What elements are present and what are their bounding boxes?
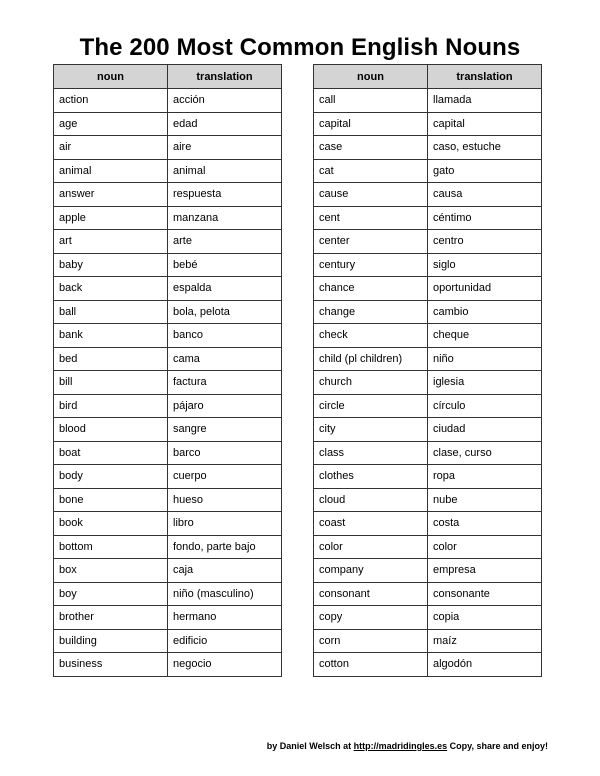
noun-cell: answer <box>54 183 168 207</box>
table-row <box>314 89 542 113</box>
noun-cell: blood <box>54 418 168 442</box>
noun-cell: apple <box>54 206 168 230</box>
noun-cell: city <box>314 418 428 442</box>
noun-cell: cause <box>314 183 428 207</box>
noun-cell: color <box>314 535 428 559</box>
table-row <box>314 112 542 136</box>
translation-cell: cambio <box>428 300 542 324</box>
noun-cell: change <box>314 300 428 324</box>
table-row <box>54 230 282 254</box>
table-row <box>314 300 542 324</box>
noun-cell: capital <box>314 112 428 136</box>
noun-cell: chance <box>314 277 428 301</box>
table-row <box>54 253 282 277</box>
noun-cell: air <box>54 136 168 160</box>
table-row <box>314 253 542 277</box>
noun-cell: circle <box>314 394 428 418</box>
noun-cell: century <box>314 253 428 277</box>
translation-cell: fondo, parte bajo <box>168 535 282 559</box>
translation-cell: color <box>428 535 542 559</box>
table-row <box>54 324 282 348</box>
translation-cell: animal <box>168 159 282 183</box>
translation-cell: ropa <box>428 465 542 489</box>
noun-cell: bed <box>54 347 168 371</box>
noun-cell: cent <box>314 206 428 230</box>
table-row <box>54 89 282 113</box>
noun-cell: ball <box>54 300 168 324</box>
noun-cell: coast <box>314 512 428 536</box>
noun-cell: case <box>314 136 428 160</box>
table-row <box>54 347 282 371</box>
table-row <box>54 394 282 418</box>
translation-cell: empresa <box>428 559 542 583</box>
translation-cell: negocio <box>168 653 282 677</box>
vocabulary-table-left <box>53 64 282 677</box>
table-row <box>54 606 282 630</box>
noun-cell: check <box>314 324 428 348</box>
table-row <box>54 441 282 465</box>
translation-cell: niño <box>428 347 542 371</box>
translation-cell: arte <box>168 230 282 254</box>
translation-cell: caja <box>168 559 282 583</box>
noun-cell: age <box>54 112 168 136</box>
table-row <box>314 465 542 489</box>
noun-cell: animal <box>54 159 168 183</box>
noun-cell: cat <box>314 159 428 183</box>
translation-cell: capital <box>428 112 542 136</box>
noun-cell: center <box>314 230 428 254</box>
table-row <box>54 559 282 583</box>
noun-cell: consonant <box>314 582 428 606</box>
translation-cell: respuesta <box>168 183 282 207</box>
noun-cell: bird <box>54 394 168 418</box>
noun-cell: company <box>314 559 428 583</box>
noun-cell: business <box>54 653 168 677</box>
vocabulary-table-left-body <box>54 89 282 677</box>
translation-cell: llamada <box>428 89 542 113</box>
translation-cell: hermano <box>168 606 282 630</box>
translation-cell: oportunidad <box>428 277 542 301</box>
translation-cell: barco <box>168 441 282 465</box>
noun-cell: bill <box>54 371 168 395</box>
translation-cell: pájaro <box>168 394 282 418</box>
translation-cell: espalda <box>168 277 282 301</box>
translation-cell: consonante <box>428 582 542 606</box>
noun-column-header: noun <box>54 65 168 89</box>
noun-cell: child (pl children) <box>314 347 428 371</box>
footer-prefix: by Daniel Welsch at <box>266 741 354 751</box>
noun-column-header: noun <box>314 65 428 89</box>
noun-cell: action <box>54 89 168 113</box>
noun-cell: corn <box>314 629 428 653</box>
translation-cell: causa <box>428 183 542 207</box>
table-row <box>314 441 542 465</box>
table-row <box>314 582 542 606</box>
table-row <box>54 512 282 536</box>
table-row <box>314 183 542 207</box>
table-row <box>314 347 542 371</box>
website-link[interactable]: http://madridingles.es <box>353 741 448 751</box>
translation-cell: maíz <box>428 629 542 653</box>
translation-cell: niño (masculino) <box>168 582 282 606</box>
footer-credit <box>267 741 548 751</box>
translation-cell: cheque <box>428 324 542 348</box>
table-row <box>314 535 542 559</box>
table-row <box>54 465 282 489</box>
translation-cell: aire <box>168 136 282 160</box>
translation-cell: cuerpo <box>168 465 282 489</box>
translation-cell: centro <box>428 230 542 254</box>
table-row <box>54 371 282 395</box>
noun-cell: clothes <box>314 465 428 489</box>
translation-cell: acción <box>168 89 282 113</box>
vocabulary-table-right-body <box>314 89 542 677</box>
table-row <box>314 488 542 512</box>
translation-cell: edificio <box>168 629 282 653</box>
table-row <box>54 418 282 442</box>
translation-cell: algodón <box>428 653 542 677</box>
footer-suffix: Copy, share and enjoy! <box>447 741 548 751</box>
table-row <box>314 394 542 418</box>
noun-cell: call <box>314 89 428 113</box>
noun-cell: book <box>54 512 168 536</box>
table-row <box>54 582 282 606</box>
table-row <box>54 488 282 512</box>
noun-cell: church <box>314 371 428 395</box>
noun-cell: bank <box>54 324 168 348</box>
table-row <box>314 159 542 183</box>
noun-cell: baby <box>54 253 168 277</box>
translation-cell: copia <box>428 606 542 630</box>
table-row <box>54 277 282 301</box>
translation-cell: nube <box>428 488 542 512</box>
table-row <box>314 606 542 630</box>
table-row <box>314 371 542 395</box>
noun-cell: class <box>314 441 428 465</box>
noun-cell: boat <box>54 441 168 465</box>
translation-cell: céntimo <box>428 206 542 230</box>
translation-column-header: translation <box>428 65 542 89</box>
translation-cell: manzana <box>168 206 282 230</box>
page-title: The 200 Most Common English Nouns <box>79 34 521 61</box>
table-row <box>314 512 542 536</box>
table-row <box>54 653 282 677</box>
noun-cell: boy <box>54 582 168 606</box>
translation-cell: caso, estuche <box>428 136 542 160</box>
table-row <box>54 629 282 653</box>
translation-cell: siglo <box>428 253 542 277</box>
noun-cell: back <box>54 277 168 301</box>
translation-column-header: translation <box>168 65 282 89</box>
noun-cell: box <box>54 559 168 583</box>
table-header-row <box>54 65 282 89</box>
table-row <box>54 535 282 559</box>
noun-cell: cloud <box>314 488 428 512</box>
table-row <box>314 559 542 583</box>
translation-cell: ciudad <box>428 418 542 442</box>
table-row <box>54 112 282 136</box>
translation-cell: costa <box>428 512 542 536</box>
noun-cell: art <box>54 230 168 254</box>
translation-cell: círculo <box>428 394 542 418</box>
table-row <box>54 159 282 183</box>
translation-cell: iglesia <box>428 371 542 395</box>
translation-cell: gato <box>428 159 542 183</box>
translation-cell: bola, pelota <box>168 300 282 324</box>
noun-cell: cotton <box>314 653 428 677</box>
table-header-row <box>314 65 542 89</box>
translation-cell: factura <box>168 371 282 395</box>
noun-cell: bottom <box>54 535 168 559</box>
translation-cell: sangre <box>168 418 282 442</box>
noun-cell: brother <box>54 606 168 630</box>
translation-cell: banco <box>168 324 282 348</box>
noun-cell: building <box>54 629 168 653</box>
table-row <box>54 136 282 160</box>
translation-cell: edad <box>168 112 282 136</box>
noun-cell: body <box>54 465 168 489</box>
table-row <box>314 418 542 442</box>
table-row <box>314 629 542 653</box>
noun-cell: copy <box>314 606 428 630</box>
table-row <box>54 206 282 230</box>
translation-cell: cama <box>168 347 282 371</box>
table-row <box>314 277 542 301</box>
table-row <box>54 300 282 324</box>
translation-cell: libro <box>168 512 282 536</box>
table-row <box>314 136 542 160</box>
table-row <box>314 206 542 230</box>
vocabulary-table-right <box>313 64 542 677</box>
table-row <box>314 653 542 677</box>
translation-cell: clase, curso <box>428 441 542 465</box>
translation-cell: hueso <box>168 488 282 512</box>
noun-cell: bone <box>54 488 168 512</box>
table-row <box>314 230 542 254</box>
table-row <box>54 183 282 207</box>
table-row <box>314 324 542 348</box>
translation-cell: bebé <box>168 253 282 277</box>
